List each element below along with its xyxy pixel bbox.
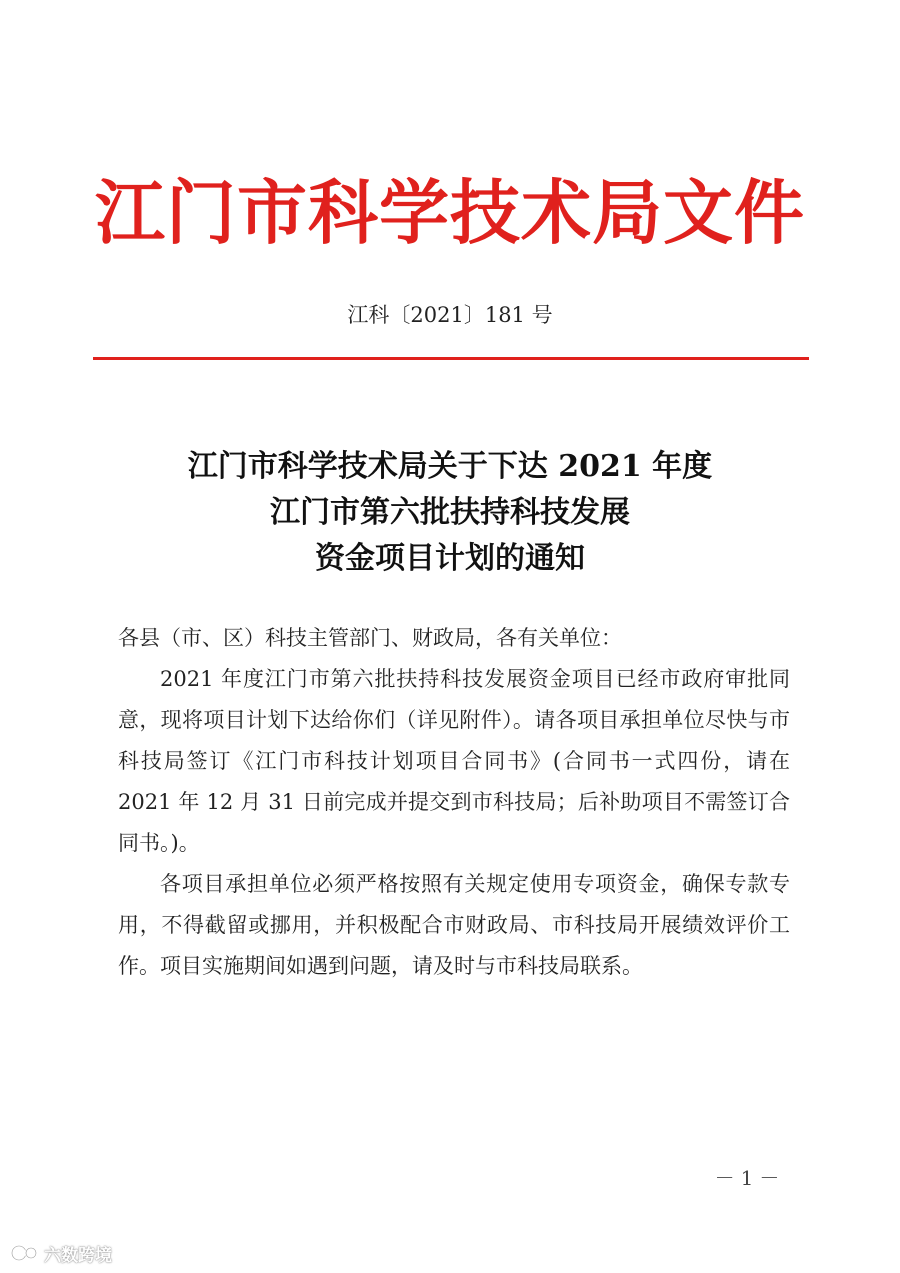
document-number: 江科〔2021〕181 号	[347, 303, 553, 327]
red-divider	[93, 357, 809, 360]
page-number: －1－	[714, 1166, 786, 1190]
notice-title	[0, 444, 900, 582]
body-paragraph-1: 2021 年度江门市第六批扶持科技发展资金项目已经市政府审批同意，现将项目计划下达给你们（详见附件）。请各项目承担单位尽快与市科技局签订《江门市科技计划项目合同书》(合同书一式四份，请在 2021 年 12 月 31 日前完成并提交到市科技局；后补助项目不需签订合同书。)。	[118, 667, 790, 855]
agency-header-title: 江门市科学技术局文件	[95, 172, 805, 254]
notice-body	[118, 618, 790, 987]
watermark	[10, 1240, 112, 1266]
body-paragraph-2: 各项目承担单位必须严格按照有关规定使用专项资金，确保专款专用，不得截留或挪用，并积极配合市财政局、市科技局开展绩效评价工作。项目实施期间如遇到问题，请及时与市科技局联系。	[118, 872, 790, 978]
notice-title-line-3: 资金项目计划的通知	[315, 541, 585, 576]
notice-title-line-1: 江门市科学技术局关于下达 2021 年度	[187, 449, 713, 484]
salutation: 各县（市、区）科技主管部门、财政局，各有关单位：	[118, 626, 622, 650]
notice-title-line-2: 江门市第六批扶持科技发展	[270, 495, 630, 530]
watermark-text: 六数跨境	[44, 1245, 112, 1266]
logo-icon	[10, 1242, 40, 1264]
